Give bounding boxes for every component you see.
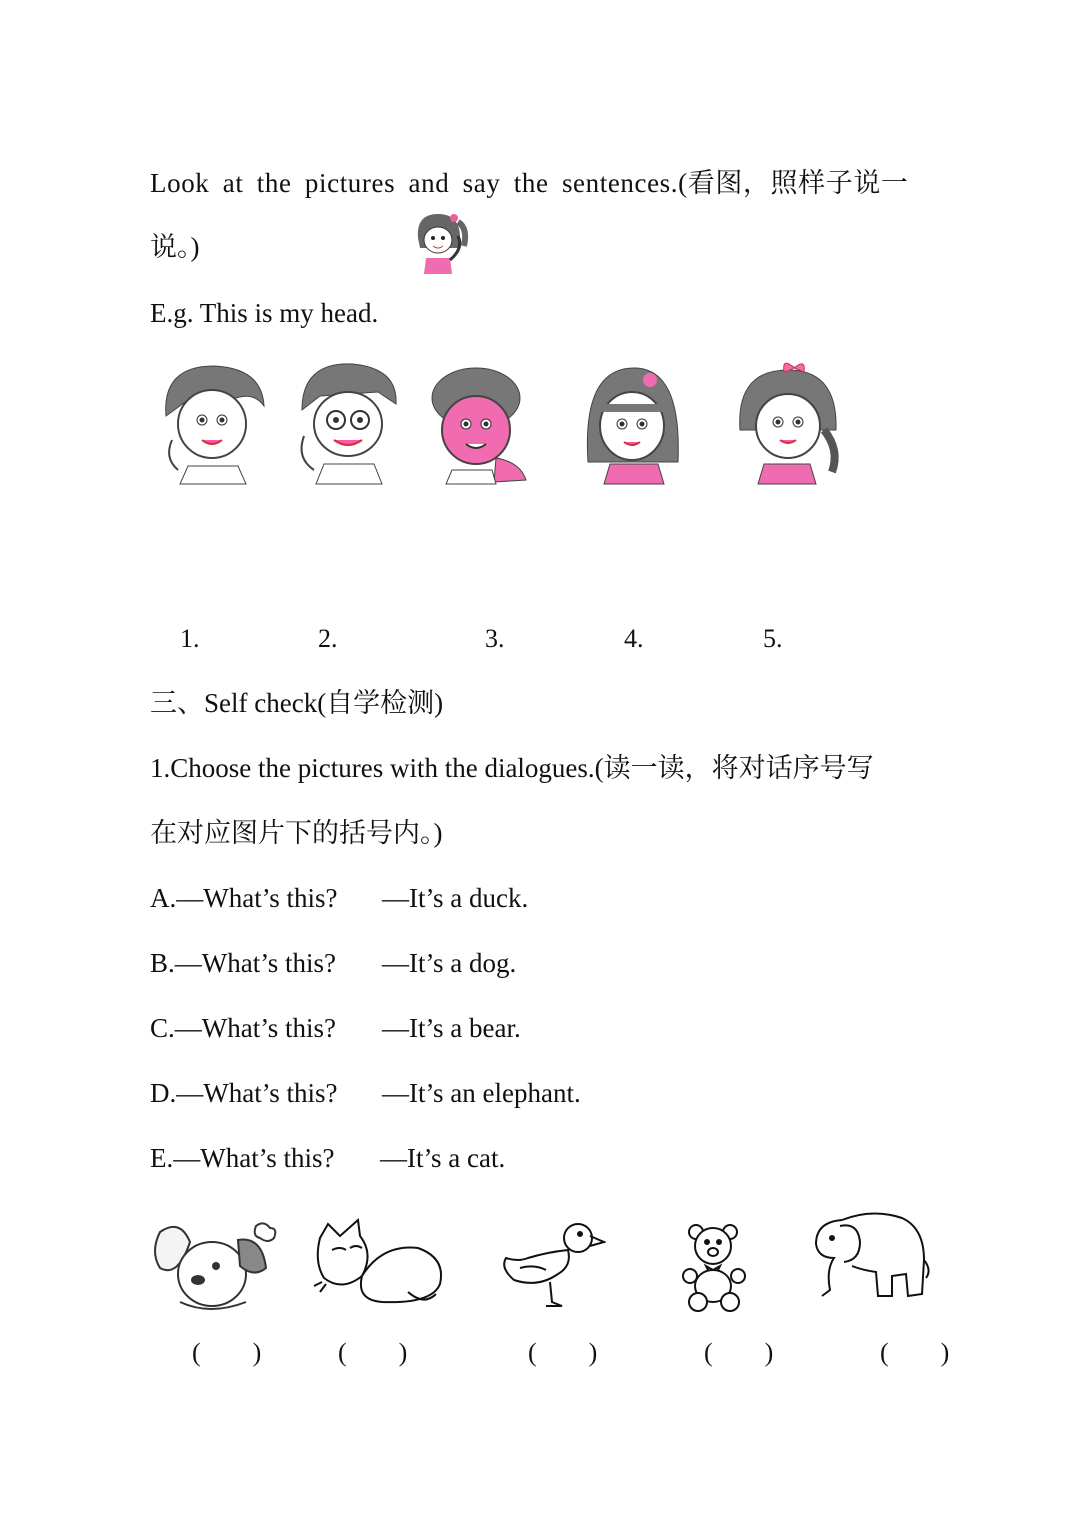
dialogue-c xyxy=(150,1013,521,1043)
answer-blank-1[interactable]: ( ) xyxy=(192,1338,262,1367)
answer-blank-2[interactable]: ( ) xyxy=(338,1338,408,1367)
dialogue-e-question: E.—What’s this? xyxy=(150,1143,335,1173)
answer-blank-3[interactable]: ( ) xyxy=(528,1338,598,1367)
instruction-line-2: 说。) xyxy=(150,232,200,262)
section-title: 三、Self check(自学检测) xyxy=(150,688,444,718)
dialogue-b xyxy=(150,948,517,978)
duck-picture xyxy=(498,1218,606,1312)
dialogue-d xyxy=(150,1078,581,1108)
dialogue-d-question: D.—What’s this? xyxy=(150,1078,338,1108)
dog-picture xyxy=(150,1218,282,1318)
elephant-picture xyxy=(812,1210,932,1304)
cat-picture xyxy=(312,1214,448,1306)
picture-number-5: 5. xyxy=(763,624,783,653)
dialogue-b-answer: —It’s a dog. xyxy=(382,948,517,978)
task1-line-2: 在对应图片下的括号内。) xyxy=(150,818,443,848)
boy-3-touching-chin xyxy=(424,362,536,486)
teddy-bear-picture xyxy=(680,1220,748,1314)
picture-number-3: 3. xyxy=(485,624,505,653)
dialogue-c-answer: —It’s a bear. xyxy=(382,1013,521,1043)
picture-number-1: 1. xyxy=(180,624,200,653)
girl-pointing-icon xyxy=(408,208,470,276)
girl-5-touching-eye xyxy=(732,360,850,486)
example-sentence: E.g. This is my head. xyxy=(150,298,379,328)
picture-number-2: 2. xyxy=(318,624,338,653)
instruction-line-1: Look at the pictures and say the sentences.(看图，照样子说一 xyxy=(150,168,909,198)
picture-number-4: 4. xyxy=(624,624,644,653)
dialogue-b-question: B.—What’s this? xyxy=(150,948,336,978)
dialogue-c-question: C.—What’s this? xyxy=(150,1013,336,1043)
dialogue-e xyxy=(150,1143,506,1173)
boy-1-touching-ear xyxy=(158,358,270,486)
dialogue-a-question: A.—What’s this? xyxy=(150,883,338,913)
dialogue-a-answer: —It’s a duck. xyxy=(382,883,529,913)
answer-blank-4[interactable]: ( ) xyxy=(704,1338,774,1367)
girl-4-touching-cheek xyxy=(578,362,690,486)
dialogue-a xyxy=(150,883,529,913)
boy-2-touching-ear xyxy=(292,358,404,486)
dialogue-e-answer: —It’s a cat. xyxy=(380,1143,506,1173)
task1-line-1: 1.Choose the pictures with the dialogues.(读一读，将对话序号写 xyxy=(150,753,874,783)
dialogue-d-answer: —It’s an elephant. xyxy=(382,1078,581,1108)
answer-blank-5[interactable]: ( ) xyxy=(880,1338,950,1367)
